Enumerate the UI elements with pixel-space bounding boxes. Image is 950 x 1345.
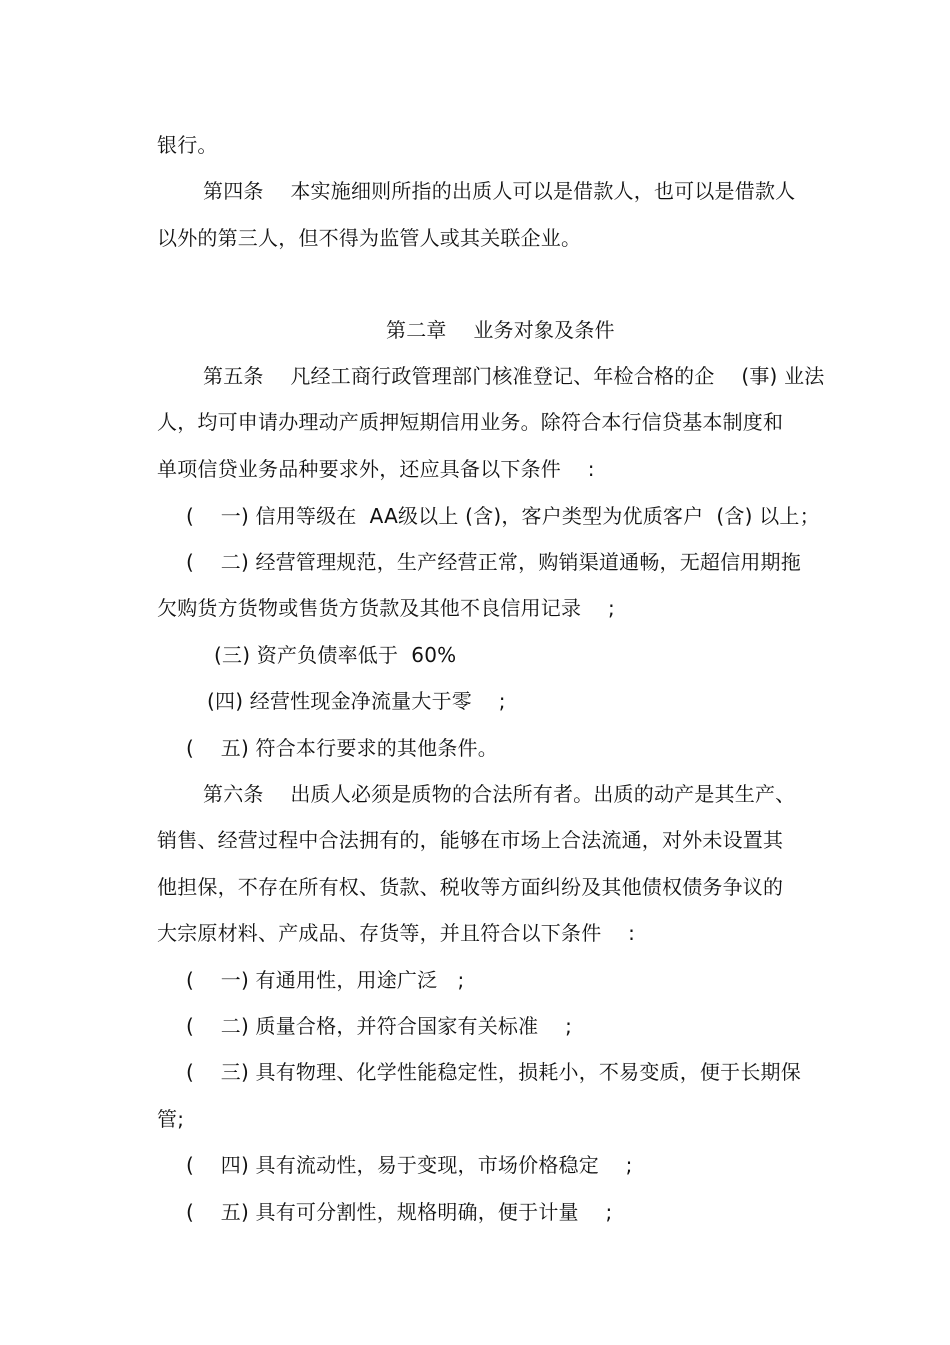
text-line: 单项信贷业务品种要求外，还应具备以下条件 : [157,457,595,481]
list-item: ( 一) 信用等级在 AA级以上 (含)，客户类型为优质客户 (含) 以上； [186,504,820,528]
list-item: ( 一) 有通用性，用途广泛 ; [186,968,465,992]
text-line: 以外的第三人，但不得为监管人或其关联企业。 [157,226,582,250]
text-line: 人，均可申请办理动产质押短期信用业务。除符合本行信贷基本制度和 [157,410,784,434]
list-item: ( 三) 具有物理、化学性能稳定性，损耗小，不易变质，便于长期保 [186,1060,801,1084]
chapter-heading: 第二章 业务对象及条件 [386,318,615,342]
text-line: 大宗原材料、产成品、存货等，并且符合以下条件 : [157,921,636,945]
text-line: 销售、经营过程中合法拥有的，能够在市场上合法流通，对外未设置其 [157,828,784,852]
list-item: ( 五) 具有可分割性，规格明确，便于计量 ; [186,1200,613,1224]
list-item: ( 四) 具有流动性，易于变现，市场价格稳定 ; [186,1153,633,1177]
list-item: ( 二) 质量合格，并符合国家有关标准 ; [186,1014,573,1038]
text-line: 管; [157,1107,185,1131]
list-item: ( 二) 经营管理规范，生产经营正常，购销渠道通畅，无超信用期拖 [186,550,801,574]
text-line: 银行。 [157,133,218,157]
list-item: ( 五) 符合本行要求的其他条件。 [186,736,498,760]
list-item: (四) 经营性现金净流量大于零 ; [207,689,506,713]
article-6-line: 第六条 出质人必须是质物的合法所有者。出质的动产是其生产、 [203,782,796,806]
list-item: (三) 资产负债率低于 60% [214,643,457,667]
text-line: 欠购货方货物或售货方货款及其他不良信用记录 ; [157,596,615,620]
text-line: 他担保，不存在所有权、货款、税收等方面纠纷及其他债权债务争议的 [157,875,784,899]
article-5-line: 第五条 凡经工商行政管理部门核准登记、年检合格的企 (事) 业法 [203,364,825,388]
article-4-line: 第四条 本实施细则所指的出质人可以是借款人，也可以是借款人 [203,179,796,203]
